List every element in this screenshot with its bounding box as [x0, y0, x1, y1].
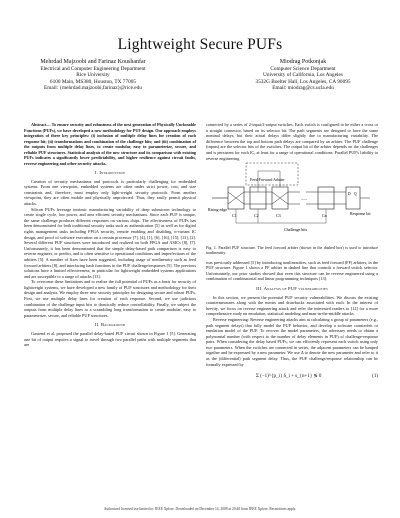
author-affiliation: Electrical and Computer Engineering Department: [40, 65, 146, 72]
left-column: [24, 122, 196, 348]
label-d: D: [348, 192, 351, 197]
paragraph: Creation of security mechanisms and protocols is particularly challenging for embedded systems. From one viewpoint, embedded systems are often under strict power, cost, and size constraints and, therefore, must employ only light-weight security protocols. From another viewpoint, they are often mobile and physically unprotected. Thus, they easily permit physical attacks.: [24, 178, 196, 206]
paragraph: To overcome these limitations and to realize the full potential of PUFs as a basis for security of lightweight systems, we have developed a new family of PUF structures and methodology for their design and analysis. We employ three new security principles for designing secure and robust PUFs. First, we use multiple delay lines for creation of each response. Second, we use judicious combination of the challenge input bits to drastically reduce controllability. Finally, we subject the outputs from multiple delay lines to a scrambling long transformation to create modular, easy to parameterize, secure, and reliable PUF structures.: [24, 279, 196, 318]
author-block-left: [18, 59, 168, 92]
equation-number: (1): [372, 374, 378, 380]
svg-text:…: …: [301, 196, 307, 203]
label-q: Q: [354, 192, 357, 197]
author-address: 3532G Boelter Hall, Los Angeles, CA 90095: [255, 78, 351, 85]
label-c3: C3: [276, 213, 281, 219]
paragraph: was previously addressed [5] by introducing nonlinearities, such as feed forward (FF) arbiters, in the PUF structure. Figure 1 shows a FF arbiter in dashed line that controls a forward switch selector. Unfortunately, our prior studies showed that even this structure can be reverse engineered using a combination of combinatorial and linear programming techniques [13].: [206, 259, 378, 282]
author-affiliation: Rice University: [76, 72, 110, 78]
author-name: Mehrdad Majzoobi and Farinaz Koushanfar: [40, 59, 146, 65]
paragraph: Gassend et al. proposed the parallel delay-based PUF circuit shown in Figure 1 [5]. Generating one bit of output requires a signal to travel through two parallel paths with multiple segments that are: [24, 331, 196, 348]
paper-title: Lightweight Secure PUFs: [117, 36, 283, 53]
author-address: 6100 Main, MS380, Houston, TX 77005: [49, 78, 137, 85]
puf-diagram: [206, 161, 378, 243]
equation-body: Σ (−1)^{p_i} δ_i + s_{n+1} ≶ 0: [256, 374, 322, 380]
paragraph: In this section, we present the potential PUF security vulnerabilities. We discuss the existing countermeasures along with the merits and drawbacks associated with each. In the interest of brevity, we focus on reverse engineering attack and refer the interested readers to [12] for a more comprehensive study on emulation, statistical modeling and man-in-the-middle attacks.: [206, 294, 378, 317]
paragraph: connected by a series of 2-input/2-output switches. Each switch is configured to be either a cross or a straight connector, based on its selector bit. The path segments are designed to have the same nominal delays, but their actual delays differ slightly due to manufacturing variability. The difference between the top and bottom path delays are compared by an arbiter. The PUF challenge (inputs) are the selector bits of the switches. The output bit of the arbiter depends on the challenges and is persistent for each IC, at least for a range of operational conditions. Parallel PUF's liability to reverse engineering: [206, 122, 378, 161]
label-feed-forward: Feed Forward Arbiter: [250, 177, 285, 183]
label-cn: Cn: [322, 213, 327, 219]
author-affiliation: Computer Science Department: [270, 65, 336, 72]
author-email: Email: {mehrdad.majzoobi,farinaz}@rice.edu: [44, 85, 142, 91]
label-rising-edge: Rising edge: [208, 207, 227, 213]
section-heading-intro: I. Introduction: [94, 170, 126, 175]
author-affiliation: University of California, Los Angeles: [263, 72, 343, 78]
footer: Authorized licensed use limited to: IEEE Xplore. Downloaded on December 14, 2008 at 20:40 from IEEE Xplore. Restrictions apply.: [103, 507, 297, 511]
paragraph: Reverse engineering: Reverse engineering attacks aim at calculating a group of parameters (e.g., path segment delays) that fully model the PUF behavior, and develop a software counterfeit or emulation model of the PUF. To recover the model parameters, the adversary needs to obtain a polynomial number (with respect to the number of delay elements in PUF) of challenge-response pairs. When considering the delay based PUFs, we can efficiently represent each switch using only two parameters. When the switches are connected in series, the adjacent parameters can be lumped together and be expressed by a new parameter. We use Δ to denote the new parameter and refer to it as the (differential) path segment delay. Thus, the PUF challenge/response relationship can be formally expressed by: [206, 316, 378, 367]
switch-box: [318, 187, 334, 209]
label-response: Response bit: [350, 211, 371, 217]
right-column: [206, 122, 378, 387]
label-c1: C1: [232, 213, 237, 219]
paragraph: Silicon PUFs leverage intrinsic manufacturing variability of deep submicron technology to create single cycle, low power, and area efficient security mechanisms. Since each PUF is unique, the same challenge produces different responses on various chips. The effectiveness of PUFs has been demonstrated for both traditional security tasks such as authentication [5] as well as for digital rights management tasks including FPGA security, remote enabling and disabling, n-variant IC design, and proof of software execution on a certain processor [7], [4], [1], [6], [16], [15], [13], [2]. Several different PUF structures were introduced and realized on both FPGA and ASICs [8], [7]. Unfortunately, it has been demonstrated that the simple delay-based path comparison is easy to reverse engineer, or predict, and is often sensitive to operational conditions and imperfections of the arbiters [5]. A number of fixes have been suggested, including usage of nonlinearity such as feed forward arbiters [8], and interfacing hash functions to the PUF challenge/responses [5]. The previous solutions have a limited effectiveness; in particular for lightweight embedded systems applications and are susceptible to a range of attacks [13].: [24, 206, 196, 279]
author-block-right: [228, 59, 378, 92]
figure-puf-diagram: [206, 161, 378, 243]
label-challenge-bits: Challenge bits: [284, 227, 307, 233]
author-email: Email: miodrag@cs.ucla.edu: [272, 85, 334, 91]
abstract: Abstract— To ensure security and robustness of the next generation of Physically Unclonable Functions (PUFs), we have developed a new methodology for PUF design. Our approach employs integration of three key principles: (i) inclusion of multiple delay lines for creation of each response bit; (ii) transformations and combination of the challenge bits; and (iii) combination of the outputs from multiple delay lines, to create modular, easy to parameterize, secure, and reliable PUF structures. Statistical analysis of the new structure and its comparison with existing PUFs indicates a significantly lower predictability, and higher resilience against circuit faults, reverse engineering and other security attacks.: [24, 122, 196, 166]
author-name: Miodrag Potkonjak: [279, 59, 327, 65]
section-heading-background: II. Background: [94, 322, 126, 328]
section-heading-analysis: III. Analysis of PUF vulnerabilities: [256, 285, 328, 291]
figure-caption: Fig. 1. Parallel PUF structure. The feed forward arbiter (shown in the dashed box) is used to introduce nonlinearity.: [206, 245, 378, 256]
arbiter-box: [346, 187, 360, 209]
equation: [206, 370, 378, 384]
label-c2: C2: [254, 213, 259, 219]
